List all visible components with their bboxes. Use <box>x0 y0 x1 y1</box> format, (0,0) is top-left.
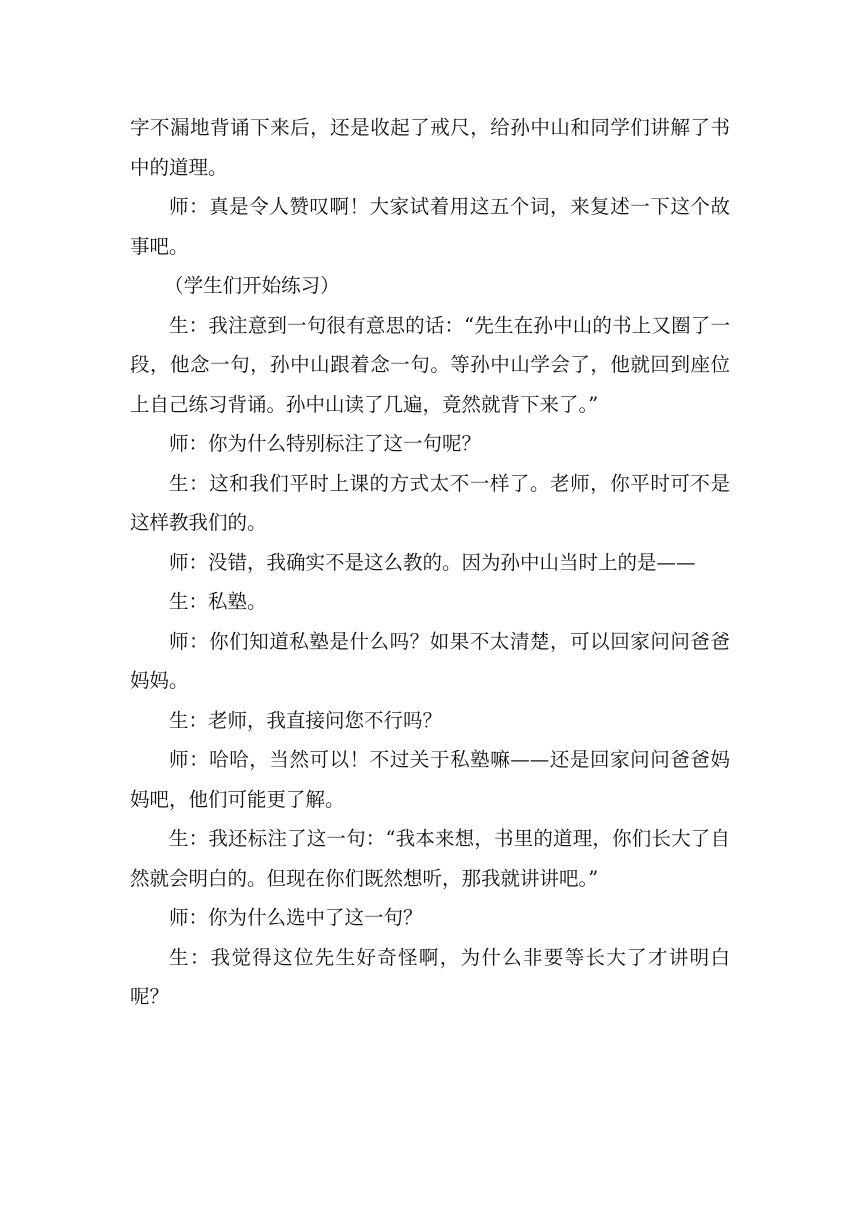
paragraph-teacher: 师：你为什么特别标注了这一句呢？ <box>169 432 482 455</box>
document-body <box>130 108 730 1017</box>
paragraph-student: 生：我还标注了这一句：“我本来想，书里的道理，你们长大了自然就会明白的。但现在你们既然想听，那我就讲讲吧。” <box>130 827 730 890</box>
paragraph-continuation: 字不漏地背诵下来后，还是收起了戒尺，给孙中山和同学们讲解了书中的道理。 <box>130 116 730 179</box>
paragraph-teacher: 师：哈哈，当然可以！不过关于私塾嘛——还是回家问问爸爸妈妈吧，他们可能更了解。 <box>130 748 730 811</box>
paragraph-teacher: 师：你们知道私塾是什么吗？如果不太清楚，可以回家问问爸爸妈妈。 <box>130 629 730 692</box>
paragraph-student: 生：我注意到一句很有意思的话：“先生在孙中山的书上又圈了一段，他念一句，孙中山跟着念一句。等孙中山学会了，他就回到座位上自己练习背诵。孙中山读了几遍，竟然就背下来了。” <box>130 313 730 416</box>
paragraph-student: 生：私塾。 <box>169 590 267 613</box>
paragraph-teacher: 师：没错，我确实不是这么教的。因为孙中山当时上的是—— <box>169 550 696 574</box>
paragraph-student: 生：我觉得这位先生好奇怪啊，为什么非要等长大了才讲明白呢？ <box>130 945 730 1008</box>
paragraph-student: 生：老师，我直接问您不行吗？ <box>169 708 443 732</box>
paragraph-student: 生：这和我们平时上课的方式太不一样了。老师，你平时可不是这样教我们的。 <box>130 471 730 534</box>
paragraph-stage-direction: （学生们开始练习） <box>164 274 340 297</box>
paragraph-teacher: 师：真是令人赞叹啊！大家试着用这五个词，来复述一下这个故事吧。 <box>130 195 730 258</box>
paragraph-teacher: 师：你为什么选中了这一句？ <box>169 906 423 929</box>
